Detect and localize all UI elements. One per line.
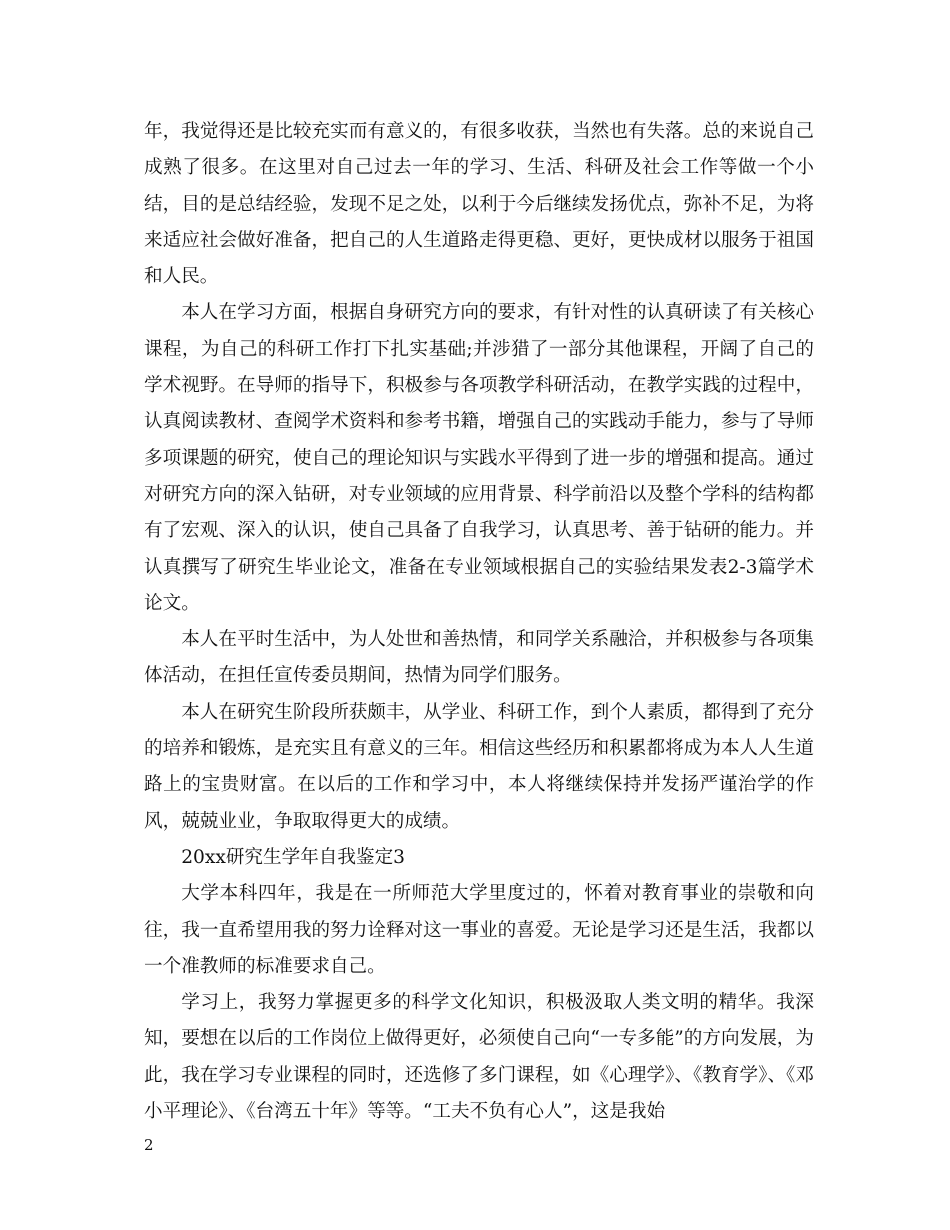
paragraph-6: 学习上，我努力掌握更多的科学文化知识，积极汲取人类文明的精华。我深知，要想在以后的工作岗位上做得更好，必须使自己向“一专多能”的方向发展，为此，我在学习专业课程的同时，还选修了多门课程，如《心理学》、《教育学》、《邓小平理论》、《台湾五十年》等等。“工夫不负有心人”，这是我始	[144, 992, 814, 1123]
paragraph-4: 本人在研究生阶段所获颇丰，从学业、科研工作，到个人素质，都得到了充分的培养和锻炼，是充实且有意义的三年。相信这些经历和积累都将成为本人人生道路上的宝贵财富。在以后的工作和学习中，本人将继续保持并发扬严谨治学的作风，兢兢业业，争取取得更大的成绩。	[144, 701, 814, 832]
paragraph-2: 本人在学习方面，根据自身研究方向的要求，有针对性的认真研读了有关核心课程，为自己的科研工作打下扎实基础;并涉猎了一部分其他课程，开阔了自己的学术视野。在导师的指导下，积极参与各项教学科研活动，在教学实践的过程中，认真阅读教材、查阅学术资料和参考书籍，增强自己的实践动手能力，参与了导师多项课题的研究，使自己的理论知识与实践水平得到了进一步的增强和提高。通过对研究方向的深入钻研，对专业领域的应用背景、科学前沿以及整个学科的结构都有了宏观、深入的认识，使自己具备了自我学习，认真思考、善于钻研的能力。并认真撰写了研究生毕业论文，准备在专业领域根据自己的实验结果发表2-3篇学术论文。	[144, 302, 814, 614]
paragraph-1: 年，我觉得还是比较充实而有意义的，有很多收获，当然也有失落。总的来说自己成熟了很多。在这里对自己过去一年的学习、生活、科研及社会工作等做一个小结，目的是总结经验，发现不足之处，以利于今后继续发扬优点，弥补不足，为将来适应社会做好准备，把自己的人生道路走得更稳、更好，更快成材以服务于祖国和人民。	[144, 121, 814, 288]
document-body	[144, 114, 814, 1130]
page-number: 2	[144, 1136, 154, 1154]
paragraph-5: 大学本科四年，我是在一所师范大学里度过的，怀着对教育事业的崇敬和向往，我一直希望用我的努力诠释对这一事业的喜爱。无论是学习还是生活，我都以一个准教师的标准要求自己。	[144, 883, 814, 977]
section-heading: 20xx研究生学年自我鉴定3	[181, 846, 405, 868]
paragraph-3: 本人在平时生活中，为人处世和善热情，和同学关系融洽，并积极参与各项集体活动，在担任宣传委员期间，热情为同学们服务。	[144, 629, 814, 687]
